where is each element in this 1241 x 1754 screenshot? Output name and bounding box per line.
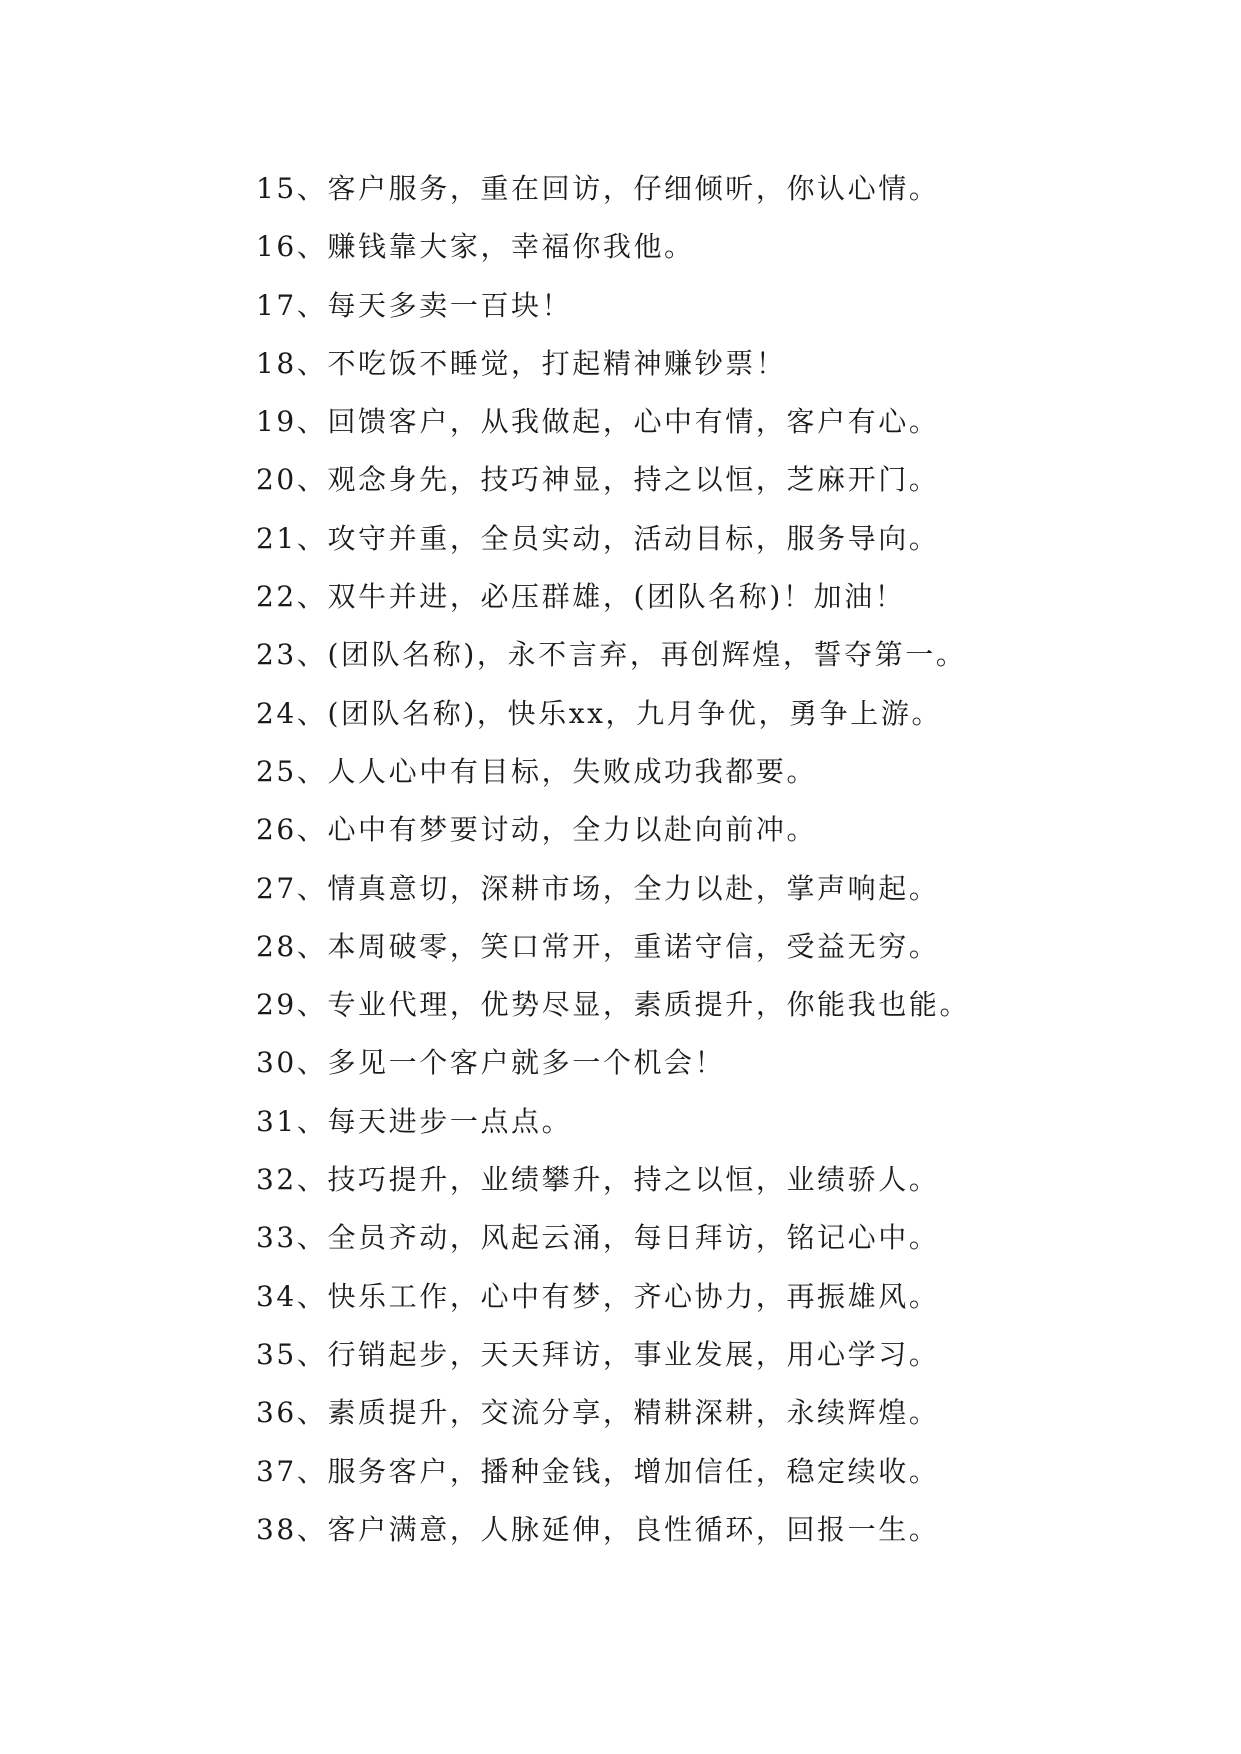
item-text: 、快乐工作，心中有梦，齐心协力，再振雄风。: [296, 1279, 940, 1313]
item-number: 26: [256, 813, 297, 847]
list-item: [256, 1443, 1176, 1501]
item-text: 、(团队名称)，快乐xx，九月争优，勇争上游。: [296, 696, 943, 730]
item-text: 、素质提升，交流分享，精耕深耕，永续辉煌。: [296, 1396, 940, 1430]
item-number: 28: [256, 929, 297, 963]
item-number: 16: [256, 230, 297, 264]
list-item: [256, 1209, 1176, 1267]
item-text: 、回馈客户，从我做起，心中有情，客户有心。: [296, 405, 940, 439]
item-number: 27: [256, 871, 297, 905]
list-item: [256, 160, 1176, 218]
item-text: 、人人心中有目标，失败成功我都要。: [296, 754, 818, 788]
item-number: 24: [256, 696, 297, 730]
list-item: [256, 218, 1176, 276]
item-number: 34: [256, 1279, 297, 1313]
item-text: 、本周破零，笑口常开，重诺守信，受益无穷。: [296, 929, 940, 963]
item-number: 32: [256, 1163, 297, 1197]
item-number: 31: [256, 1104, 297, 1138]
item-number: 22: [256, 580, 297, 614]
list-item: [256, 1268, 1176, 1326]
slogan-list: [256, 160, 1176, 1559]
item-number: 18: [256, 346, 297, 380]
list-item: [256, 1384, 1176, 1442]
list-item: [256, 393, 1176, 451]
item-number: 36: [256, 1396, 297, 1430]
list-item: [256, 510, 1176, 568]
list-item: [256, 1501, 1176, 1559]
list-item: [256, 860, 1176, 918]
list-item: [256, 568, 1176, 626]
item-text: 、服务客户，播种金钱，增加信任，稳定续收。: [296, 1454, 940, 1488]
list-item: [256, 451, 1176, 509]
list-item: [256, 277, 1176, 335]
item-text: 、每天多卖一百块！: [296, 288, 573, 322]
item-number: 19: [256, 405, 297, 439]
list-item: [256, 685, 1176, 743]
list-item: [256, 1034, 1176, 1092]
item-text: 、全员齐动，风起云涌，每日拜访，铭记心中。: [296, 1221, 940, 1255]
list-item: [256, 1093, 1176, 1151]
item-text: 、心中有梦要讨动，全力以赴向前冲。: [296, 813, 818, 847]
item-text: 、双牛并进，必压群雄，(团队名称)！加油！: [296, 580, 906, 614]
item-text: 、赚钱靠大家，幸福你我他。: [296, 230, 695, 264]
item-text: 、行销起步，天天拜访，事业发展，用心学习。: [296, 1337, 940, 1371]
item-number: 25: [256, 754, 297, 788]
item-text: 、观念身先，技巧神显，持之以恒，芝麻开门。: [296, 463, 940, 497]
list-item: [256, 335, 1176, 393]
list-item: [256, 976, 1176, 1034]
list-item: [256, 626, 1176, 684]
item-number: 29: [256, 988, 297, 1022]
list-item: [256, 1151, 1176, 1209]
item-text: 、不吃饭不睡觉，打起精神赚钞票！: [296, 346, 787, 380]
item-number: 20: [256, 463, 297, 497]
item-text: 、每天进步一点点。: [296, 1104, 573, 1138]
item-number: 21: [256, 521, 297, 555]
item-text: 、攻守并重，全员实动，活动目标，服务导向。: [296, 521, 940, 555]
item-number: 17: [256, 288, 297, 322]
item-number: 15: [256, 172, 297, 205]
list-item: [256, 918, 1176, 976]
item-number: 35: [256, 1337, 297, 1371]
item-number: 23: [256, 638, 297, 672]
item-text: 、技巧提升，业绩攀升，持之以恒，业绩骄人。: [296, 1163, 940, 1197]
item-text: 、专业代理，优势尽显，素质提升，你能我也能。: [296, 988, 971, 1022]
item-number: 38: [256, 1512, 297, 1546]
item-number: 30: [256, 1046, 297, 1080]
list-item: [256, 743, 1176, 801]
item-text: 、(团队名称)，永不言弃，再创辉煌，誓夺第一。: [296, 638, 967, 672]
item-text: 、客户服务，重在回访，仔细倾听，你认心情。: [296, 172, 940, 205]
list-item: [256, 1326, 1176, 1384]
item-number: 33: [256, 1221, 297, 1255]
list-item: [256, 801, 1176, 859]
item-text: 、多见一个客户就多一个机会！: [296, 1046, 726, 1080]
item-text: 、客户满意，人脉延伸，良性循环，回报一生。: [296, 1512, 940, 1546]
item-text: 、情真意切，深耕市场，全力以赴，掌声响起。: [296, 871, 940, 905]
item-number: 37: [256, 1454, 297, 1488]
